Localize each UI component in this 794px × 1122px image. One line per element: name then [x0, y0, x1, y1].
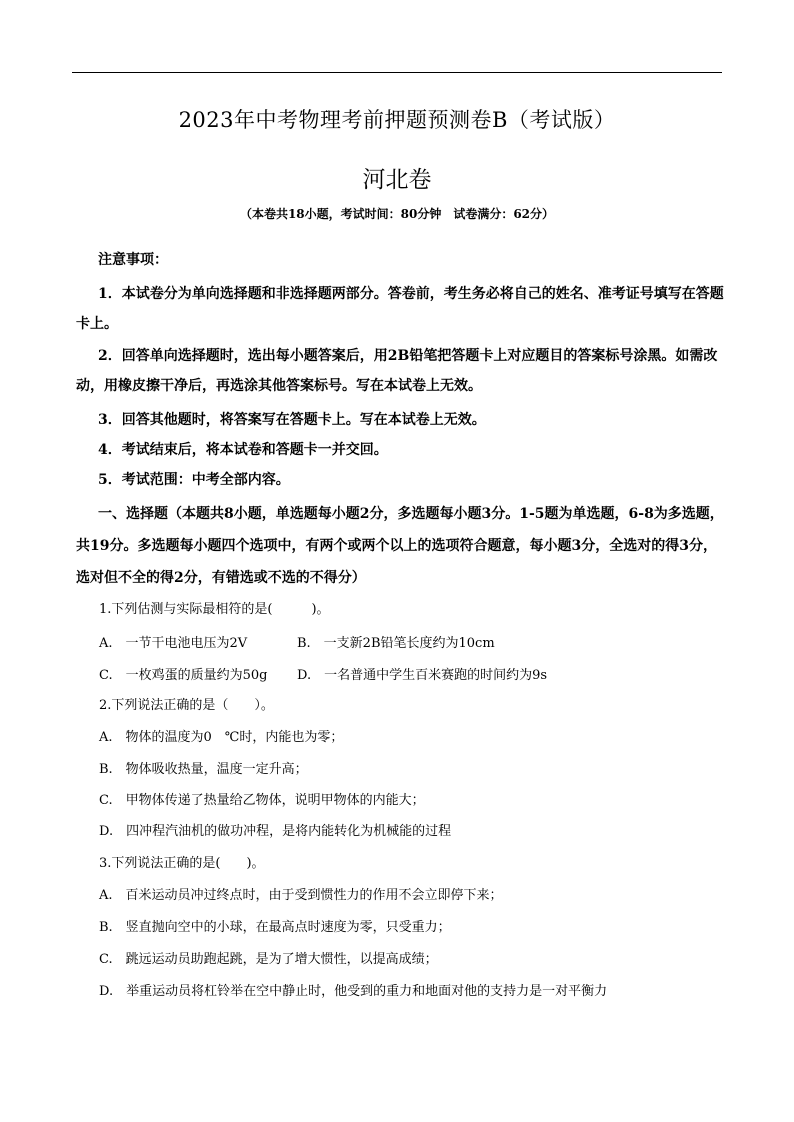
question-3-option-b: B. 竖直抛向空中的小球，在最高点时速度为零，只受重力； [99, 920, 451, 935]
notice-item-1-cont: 卡上。 [76, 316, 118, 332]
question-1-options-row-1 [99, 632, 495, 651]
question-2-option-d: D. 四冲程汽油机的做功冲程，是将内能转化为机械能的过程 [99, 824, 452, 839]
notice-item-3: 3．回答其他题时，将答案写在答题卡上。写在本试卷上无效。 [98, 412, 486, 428]
notice-item-5: 5．考试范围：中考全部内容。 [98, 472, 290, 488]
question-2-option-c: C. 甲物体传递了热量给乙物体，说明甲物体的内能大； [99, 793, 425, 808]
header-rule [72, 72, 722, 73]
notice-item-2: 2．回答单向选择题时，选出每小题答案后，用2B铅笔把答题卡上对应题目的答案标号涂黑。如需改 [98, 348, 718, 364]
question-3-option-a: A. 百米运动员冲过终点时，由于受到惯性力的作用不会立即停下来； [99, 888, 503, 903]
section-line-2: 共19分。多选题每小题四个选项中，有两个或两个以上的选项符合题意，每小题3分，全选对的得3分， [76, 538, 717, 554]
section-heading [76, 498, 726, 594]
question-1-option-d: D. 一名普通中学生百米赛跑的时间约为9s [297, 668, 548, 683]
question-1-option-a: A. 一节干电池电压为2V [99, 636, 248, 651]
question-1-stem: 1.下列估测与实际最相符的是( )。 [99, 602, 330, 617]
notice-item-1: 1．本试卷分为单向选择题和非选择题两部分。答卷前，考生务必将自己的姓名、准考证号填写在答题 [98, 286, 724, 302]
question-2-option-b: B. 物体吸收热量，温度一定升高； [99, 762, 308, 777]
section-line-3: 选对但不全的得2分，有错选或不选的不得分） [76, 570, 366, 586]
exam-meta: （本卷共18小题，考试时间：80分钟 试卷满分：62分） [239, 207, 555, 221]
question-3-option-c: C. 跳远运动员助跑起跳，是为了增大惯性，以提高成绩； [99, 952, 438, 967]
question-1-options-row-2 [99, 664, 547, 683]
notice-item-4: 4．考试结束后，将本试卷和答题卡一并交回。 [98, 442, 388, 458]
question-3-stem: 3.下列说法正确的是( )。 [99, 856, 265, 871]
question-3-option-d: D. 举重运动员将杠铃举在空中静止时，他受到的重力和地面对他的支持力是一对平衡力 [99, 984, 608, 999]
exam-title: 2023年中考物理考前押题预测卷B（考试版） [178, 108, 616, 132]
exam-region: 河北卷 [362, 167, 432, 193]
question-2-option-a: A. 物体的温度为0 ℃时，内能也为零； [99, 730, 344, 745]
notice-item-2-cont: 动，用橡皮擦干净后，再选涂其他答案标号。写在本试卷上无效。 [76, 378, 482, 394]
section-line-1: 一、选择题（本题共8小题，单选题每小题2分，多选题每小题3分。1-5题为单选题，6-8为多选题， [98, 506, 724, 522]
question-2-stem: 2.下列说法正确的是（ ）。 [99, 698, 274, 713]
question-1-option-c: C. 一枚鸡蛋的质量约为50g [99, 668, 268, 683]
question-1-option-b: B. 一支新2B铅笔长度约为10cm [297, 636, 495, 651]
notice-heading: 注意事项： [98, 252, 168, 268]
